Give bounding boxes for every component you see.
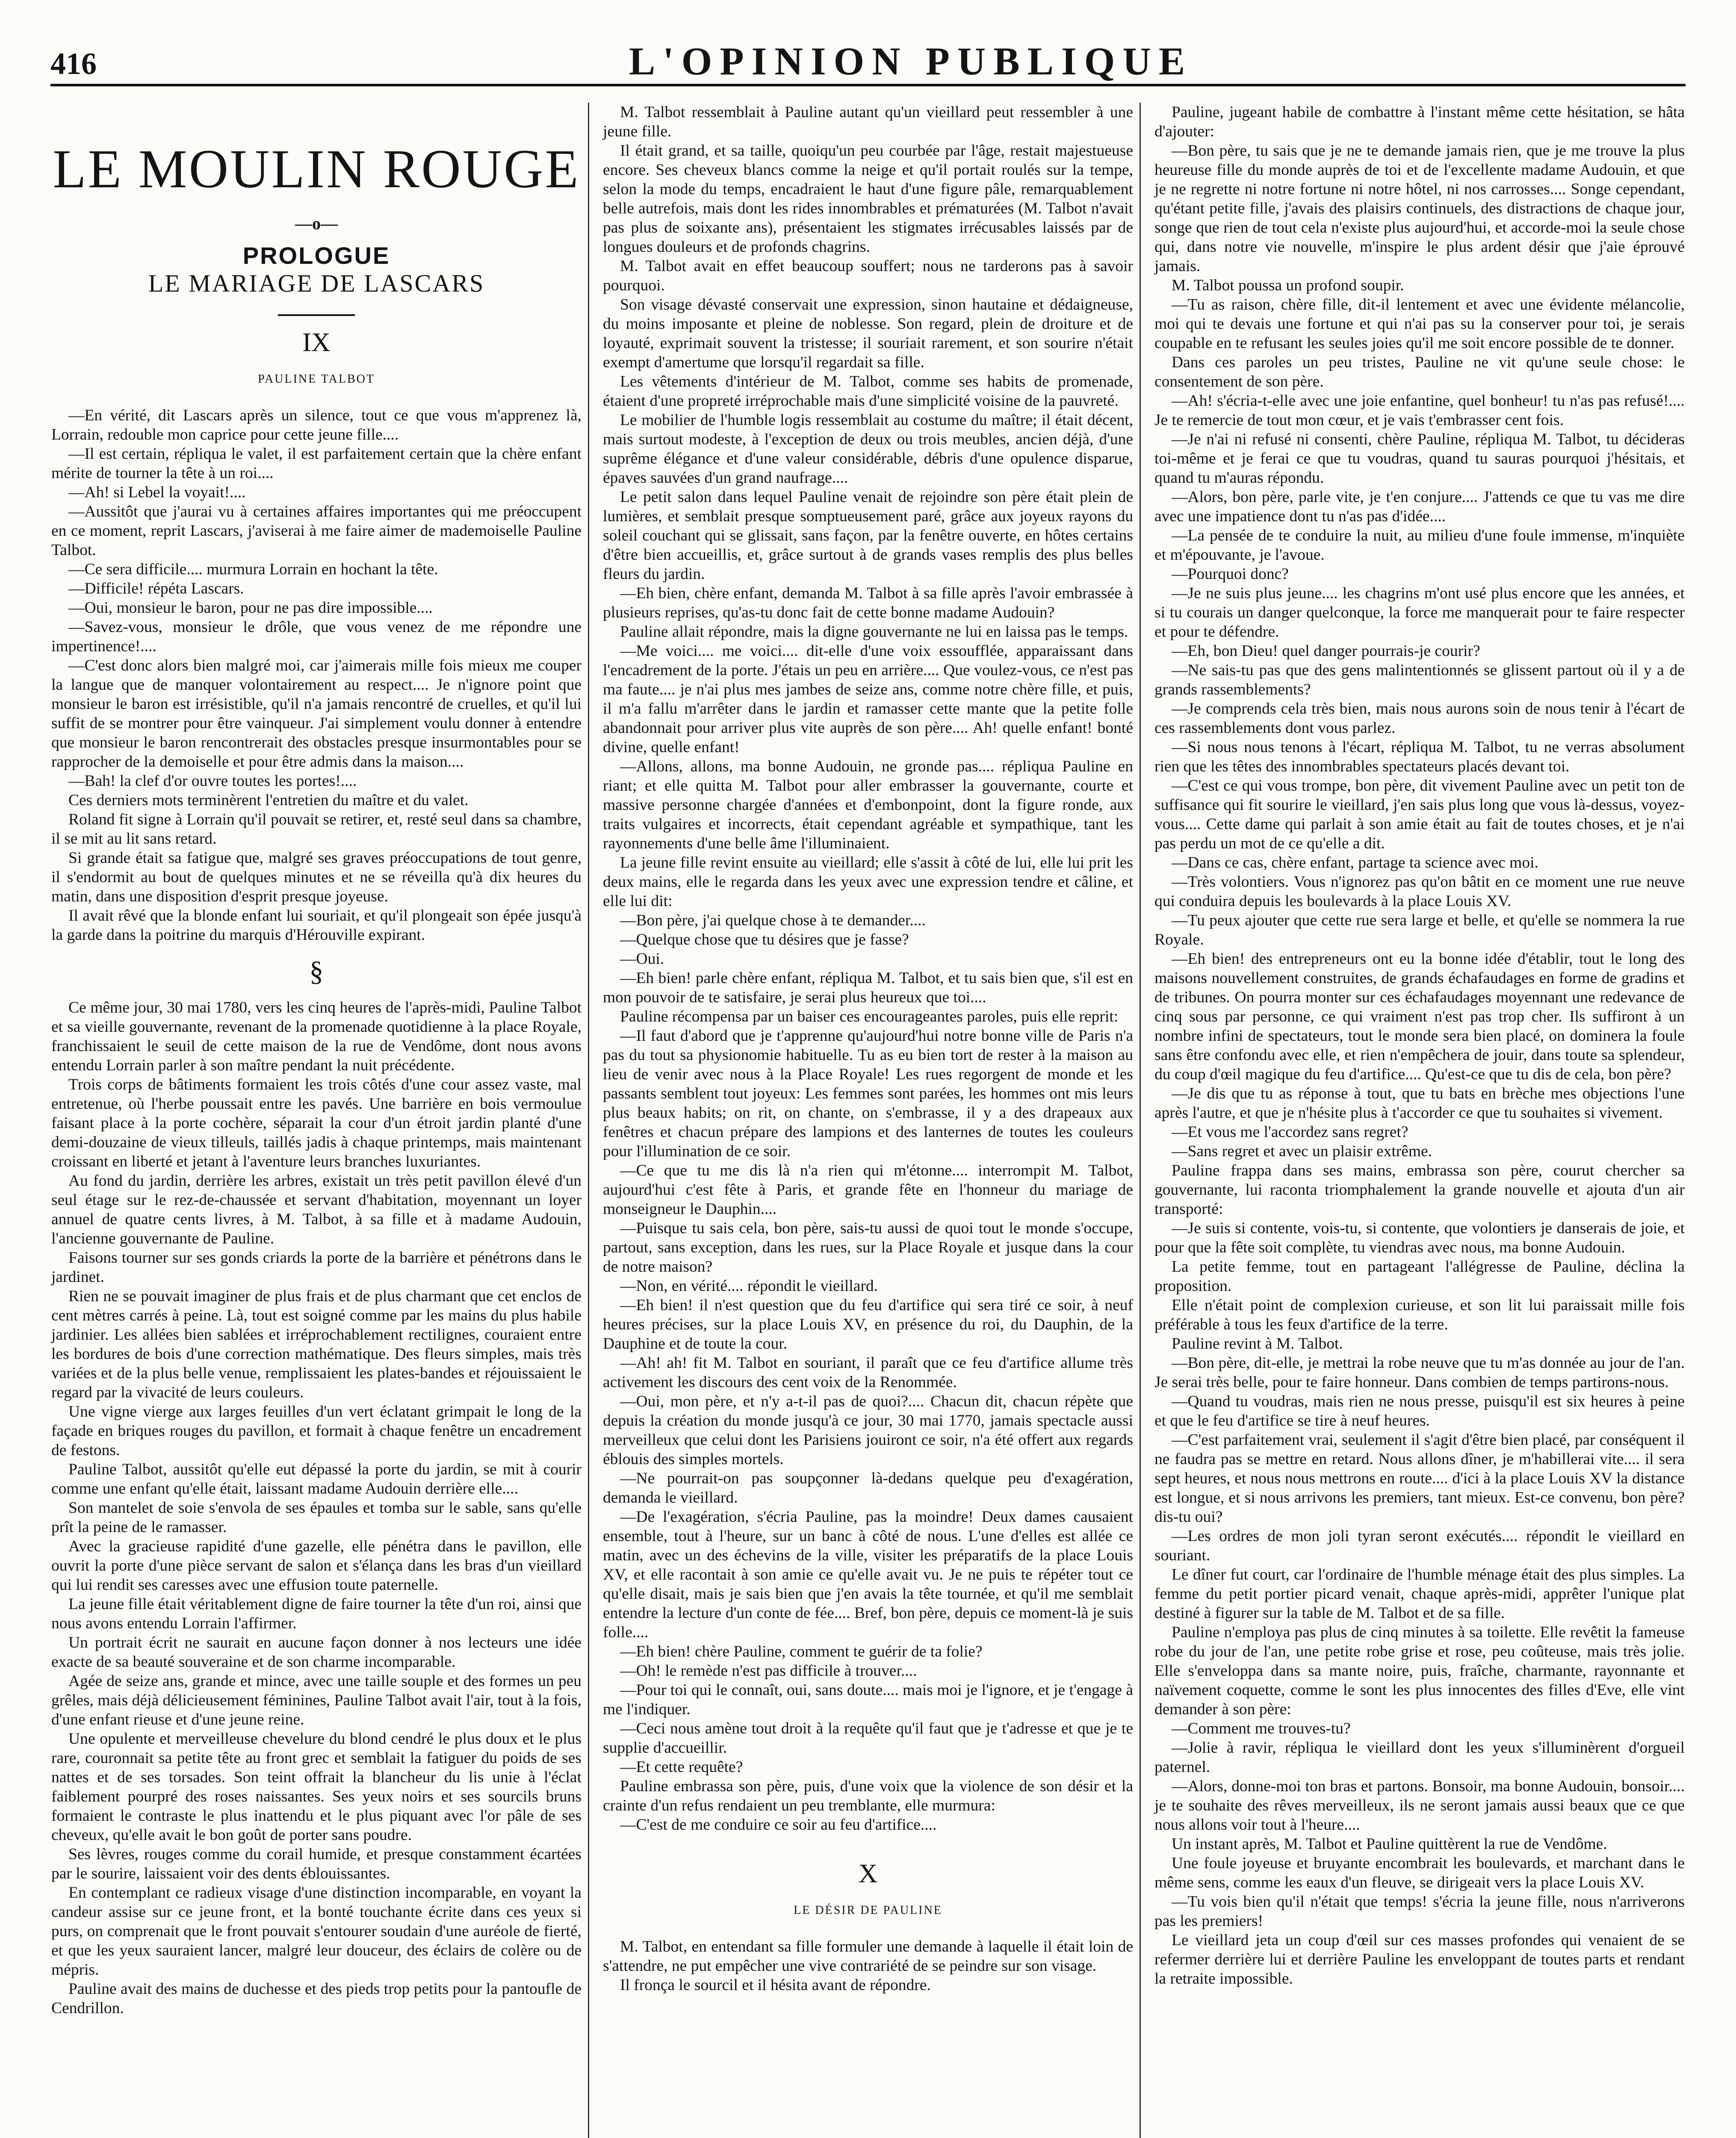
paragraph: —Non, en vérité.... répondit le vieillard. — [620, 1277, 878, 1295]
paragraph: Faisons tourner sur ses gonds criards la porte de la barrière et pénétrons dans le jardinet. — [51, 1249, 582, 1286]
paragraph: M. Talbot avait en effet beaucoup souffert; nous ne tarderons pas à savoir pourquoi. — [603, 257, 1133, 294]
paragraph: —Ne pourrait-on pas soupçonner là-dedans quelque peu d'exagération, demanda le vieillard. — [603, 1470, 1133, 1506]
paragraph: —Ah! s'écria-t-elle avec une joie enfantine, quel bonheur! tu n'as pas refusé!.... Je te remercie de tout mon cœur, et je vais t'embrasser cent fois. — [1154, 392, 1685, 429]
paragraph: Un portrait écrit ne saurait en aucune façon donner à nos lecteurs une idée exacte de sa beauté souveraine et de son charme incomparable. — [51, 1634, 582, 1671]
paragraph: —Pour toi qui le connaît, oui, sans doute.... mais moi je l'ignore, et je t'engage à me l'indiquer. — [603, 1681, 1133, 1718]
paragraph: Ces derniers mots terminèrent l'entretien du maître et du valet. — [68, 791, 469, 809]
paragraph: Roland fit signe à Lorrain qu'il pouvait se retirer, et, resté seul dans sa chambre, il se mit au lit sans retard. — [51, 811, 582, 848]
paragraph: —Ah! si Lebel la voyait!.... — [68, 484, 246, 501]
paragraph: —C'est parfaitement vrai, seulement il s'agit d'être bien placé, par conséquent il ne faudra pas se mettre en retard. Nous allons dîner, je m'habillerai vite.... il sera sept heures, et nous nous mettrons en route.... d'ici à la place Louis XV la distance est longue, et si nous arrivons les premiers, tant mieux. Est-ce convenu, bon père? dis-tu oui? — [1154, 1431, 1685, 1526]
paragraph: —Oui. — [620, 950, 664, 968]
chapter-9-text-continued — [51, 998, 582, 2018]
paragraph: —Tu peux ajouter que cette rue sera large et belle, et qu'elle se nommera la rue Royale. — [1154, 912, 1685, 948]
paragraph: —Oui, monsieur le baron, pour ne pas dire impossible.... — [68, 599, 433, 617]
paragraph: —Il faut d'abord que je t'apprenne qu'aujourd'hui notre bonne ville de Paris n'a pas du tout sa physionomie habituelle. Tu as eu bien tort de rester à la maison au lieu de venir avec nous à la Place Royale! Les rues regorgent de monde et les passants semblent tout joyeux: Les femmes sont parées, les hommes ont mis leurs plus beaux habits; on rit, on chante, on s'embrasse, il y a des drapeaux aux fenêtres et chacun prépare des lampions et des lanternes de toutes les couleurs pour l'illumination de ce soir. — [603, 1027, 1133, 1160]
paragraph: —Il est certain, répliqua le valet, il est parfaitement certain que la chère enfant mérite de tourner la tête à un roi.... — [51, 445, 582, 482]
paragraph: Pauline Talbot, aussitôt qu'elle eut dépassé la porte du jardin, se mit à courir comme une enfant qu'elle était, laissant madame Audouin derrière elle.... — [51, 1461, 582, 1497]
paragraph: —Si nous nous tenons à l'écart, répliqua M. Talbot, tu ne verras absolument rien que les têtes des innombrables spectateurs placés devant toi. — [1154, 738, 1685, 775]
paragraph: —Ceci nous amène tout droit à la requête qu'il faut que je t'adresse et que je te supplie d'accueillir. — [603, 1720, 1133, 1757]
paragraph: Trois corps de bâtiments formaient les trois côtés d'une cour assez vaste, mal entretenue, où l'herbe poussait entre les pavés. Une barrière en bois vermoulue faisant place à la porte cochère, séparait la cour d'un étroit jardin planté d'une demi-douzaine de vieux tilleuls, taillés jadis à chaque printemps, mais maintenant croissant en liberté et jetant à l'aventure leurs branches luxuriantes. — [51, 1076, 582, 1170]
paragraph: —Oui, mon père, et n'y a-t-il pas de quoi?.... Chacun dit, chacun répète que depuis la création du monde jusqu'à ce jour, 30 mai 1770, jamais spectacle aussi merveilleux que celui dont les Parisiens jouiront ce soir, n'a été offert aux regards éblouis des simples mortels. — [603, 1393, 1133, 1468]
paragraph: La jeune fille revint ensuite au vieillard; elle s'assit à côté de lui, elle lui prit les deux mains, elle le regarda dans les yeux avec une expression tendre et câline, et elle lui dit: — [603, 854, 1133, 910]
column-1 — [51, 103, 582, 2018]
paragraph: —Alors, donne-moi ton bras et partons. Bonsoir, ma bonne Audouin, bonsoir.... je te souhaite des rêves merveilleux, ils ne seront jamais aussi beaux que ce que nous allons voir tout à l'heure.... — [1154, 1778, 1685, 1834]
paragraph: —Quelque chose que tu désires que je fasse? — [620, 931, 909, 948]
column-2 — [603, 103, 1133, 1995]
paragraph: Un instant après, M. Talbot et Pauline quittèrent la rue de Vendôme. — [1172, 1835, 1607, 1853]
paragraph: —En vérité, dit Lascars après un silence, tout ce que vous m'apprenez là, Lorrain, redouble mon caprice pour cette jeune fille.... — [51, 407, 582, 443]
chapter-title: LE DÉSIR DE PAULINE — [794, 1904, 942, 1917]
paragraph: Il avait rêvé que la blonde enfant lui souriait, et qu'il plongeait son épée jusqu'à la garde dans la poitrine du marquis d'Hérouville expirant. — [51, 907, 582, 944]
paragraph: —Difficile! répéta Lascars. — [68, 580, 244, 597]
paragraph: —Pourquoi donc? — [1172, 565, 1289, 583]
paragraph: Pauline embrassa son père, puis, d'une voix que la violence de son désir et la crainte d'un refus rendaient un peu tremblante, elle murmura: — [603, 1778, 1133, 1814]
paragraph: Si grande était sa fatigue que, malgré ses graves préoccupations de tout genre, il s'endormit au bout de quelques minutes et ne se réveilla qu'à dix heures du matin, dans une disposition d'esprit presque joyeuse. — [51, 849, 582, 905]
chapter-9-text — [51, 406, 582, 945]
paragraph: Agée de seize ans, grande et mince, avec une taille souple et des formes un peu grêles, mais déjà délicieusement féminines, Pauline Talbot avait l'air, tout à la fois, d'une enfant rieuse et d'une jeune reine. — [51, 1672, 582, 1728]
chapter-number: IX — [302, 328, 331, 357]
paragraph: Une opulente et merveilleuse chevelure du blond cendré le plus doux et le plus rare, couronnait sa petite tête au front grec et semblait la fatiguer du poids de ses nattes et de ses torsades. Son teint offrait la blancheur du lis unie à l'éclat faiblement pourpré des roses naissantes. Ses yeux noirs et ses sourcils bruns formaient le contraste le plus inattendu et le plus piquant avec l'or pâle de ses cheveux, qu'elle avait le bon goût de porter sans poudre. — [51, 1730, 582, 1844]
paragraph: —Puisque tu sais cela, bon père, sais-tu aussi de quoi tout le monde s'occupe, partout, sans exception, dans les rues, sur la Place Royale et jusque dans la cour de notre maison? — [603, 1220, 1133, 1276]
paragraph: —Eh bien! des entrepreneurs ont eu la bonne idée d'établir, tout le long des maisons nouvellement construites, de grands échafaudages en forme de gradins et de tribunes. On pourra monter sur ces échafaudages moyennant une redevance de cinq sous par personne, ce qui vraiment n'est pas trop cher. Ils suffiront à un nombre infini de spectateurs, tout le monde sera bien placé, on dominera la foule sans être confondu avec elle, et rien n'empêchera de jouir, dans toute sa splendeur, du coup d'œil magique du feu d'artifice.... Qu'est-ce que tu dis de cela, bon père? — [1154, 950, 1685, 1083]
paragraph: —Ne sais-tu pas que des gens malintentionnés se glissent partout où il y a de grands rassemblements? — [1154, 661, 1685, 698]
paragraph: —Et vous me l'accordez sans regret? — [1172, 1123, 1408, 1141]
paragraph: —De l'exagération, s'écria Pauline, pas la moindre! Deux dames causaient ensemble, tout à l'heure, sur un banc à côté de nous. L'une d'elles est allée ce matin, avec un des échevins de la ville, visiter les préparatifs de la place Louis XV, et elle racontait à son amie ce qu'elle avait vu. Je ne puis te répéter tout ce qu'elle disait, mais je sais bien que j'en avais la tête tournée, et qu'il me semblait entendre la lecture d'un conte de fée.... Bref, bon père, depuis ce moment-là je suis folle.... — [603, 1508, 1133, 1641]
paragraph: Les vêtements d'intérieur de M. Talbot, comme ses habits de promenade, étaient d'une propreté irréprochable mais d'une simplicité voisine de la pauvreté. — [603, 373, 1133, 410]
paragraph: —Eh bien, chère enfant, demanda M. Talbot à sa fille après l'avoir embrassée à plusieurs reprises, qu'as-tu donc fait de cette bonne madame Audouin? — [603, 585, 1133, 621]
paragraph: —Allons, allons, ma bonne Audouin, ne gronde pas.... répliqua Pauline en riant; et elle quitta M. Talbot pour aller embrasser la gouvernante, courte et massive personne chargée d'années et d'embonpoint, dont la figure ronde, aux traits vulgaires et incorrects, était cependant agréable et sympathique, tant les rayonnements d'une belle âme l'illuminaient. — [603, 758, 1133, 852]
paragraph: Le petit salon dans lequel Pauline venait de rejoindre son père était plein de lumières, et semblait presque somptueusement paré, grâce aux joyeux rayons du soleil couchant qui se glissait, sans façon, par la fenêtre ouverte, en hôtes certains d'être bien accueillis, et, grâce surtout à de grands vases remplis des plus belles fleurs du jardin. — [603, 488, 1133, 583]
paragraph: Une vigne vierge aux larges feuilles d'un vert éclatant grimpait le long de la façade en briques rouges du pavillon, et formait à chaque fenêtre un encadrement de festons. — [51, 1403, 582, 1459]
prologue-heading: PROLOGUE — [242, 242, 390, 269]
paragraph: La petite femme, tout en partageant l'allégresse de Pauline, déclina la proposition. — [1154, 1258, 1685, 1295]
paragraph: M. Talbot, en entendant sa fille formuler une demande à laquelle il était loin de s'attendre, ne put empêcher une vive contrariété de se peindre sur son visage. — [603, 1938, 1133, 1975]
paragraph: —C'est ce qui vous trompe, bon père, dit vivement Pauline avec un petit ton de suffisance qui fit sourire le vieillard, j'en sais plus long que vous là-dessus, voyez-vous.... Cette dame qui parlait à son amie était au fait de toutes choses, et je n'ai pas perdu un mot de ce qu'elle a dit. — [1154, 777, 1685, 852]
paragraph: —Tu as raison, chère fille, dit-il lentement et avec une évidente mélancolie, moi qui te devais une fortune et qui n'ai pas su la conserver pour toi, je serais coupable en te refusant les seules joies qu'il me soit encore possible de te donner. — [1154, 296, 1685, 352]
paragraph: —Me voici.... me voici.... dit-elle d'une voix essoufflée, apparaissant dans l'encadrement de la porte. J'étais un peu en arrière.... Que voulez-vous, ce n'est pas ma faute.... je n'ai plus mes jambes de seize ans, comme notre chère fille, et puis, il m'a fallu m'arrêter dans le jardin et ramasser cette mante que la petite folle abandonnait pour arriver plus vite auprès de son père.... Ah! quelle enfant! bonté divine, quelle enfant! — [603, 642, 1133, 756]
paragraph: —Jolie à ravir, répliqua le vieillard dont les yeux s'illuminèrent d'orgueil paternel. — [1154, 1739, 1685, 1776]
paragraph: —Bon père, tu sais que je ne te demande jamais rien, que je me trouve la plus heureuse fille du monde auprès de toi et de l'excellente madame Audouin, et que je ne regrette ni notre fortune ni notre hôtel, ni nos carrosses.... Songe cependant, qu'étant petite fille, j'avais des plaisirs continuels, des distractions de chaque jour, songe que rien de tout cela n'existe plus aujourd'hui, et accorde-moi la seule chose qui, dans notre vie nouvelle, m'inspire le plus ardent désir que j'aie éprouvé jamais. — [1154, 142, 1685, 275]
story-subtitle: LE MARIAGE DE LASCARS — [148, 269, 485, 297]
column-divider — [588, 103, 589, 2138]
paragraph: —Alors, bon père, parle vite, je t'en conjure.... J'attends ce que tu vas me dire avec une impatience dont tu n'as pas d'idée.... — [1154, 488, 1685, 525]
paragraph: Il fronça le sourcil et il hésita avant de répondre. — [620, 1976, 931, 1994]
paragraph: Pauline n'employa pas plus de cinq minutes à sa toilette. Elle revêtit la fameuse robe du jour de l'an, une petite robe grise et rose, peu coûteuse, mais très jolie. Elle s'enveloppa dans sa mante noire, puis, fraîche, charmante, rayonnante et naïvement coquette, comme le sont les plus innocentes des filles d'Eve, elle vint demander à son père: — [1154, 1624, 1685, 1718]
chapter-number: X — [858, 1859, 878, 1888]
paragraph: —Eh, bon Dieu! quel danger pourrais-je courir? — [1172, 642, 1480, 660]
column-3 — [1154, 103, 1685, 1988]
paragraph: Pauline revint à M. Talbot. — [1172, 1335, 1343, 1352]
paragraph: —Et cette requête? — [620, 1758, 743, 1776]
paragraph: La jeune fille était véritablement digne de faire tourner la tête d'un roi, ainsi que nous avons entendu Lorrain l'affirmer. — [51, 1595, 582, 1632]
paragraph: Une foule joyeuse et bruyante encombrait les boulevards, et marchant dans le même sens, comme les eaux d'un fleuve, se dirigeait vers la place Louis XV. — [1154, 1855, 1685, 1891]
column-3-text — [1154, 103, 1685, 1988]
paragraph: —Sans regret et avec un plaisir extrême. — [1172, 1143, 1432, 1160]
paragraph: Son visage dévasté conservait une expression, sinon hautaine et dédaigneuse, du moins imposante et pleine de noblesse. Son regard, plein de droiture et de loyauté, exprimait souvent la tristesse; il souriait rarement, et son sourire n'était exempt d'amertume que lorsqu'il regardait sa fille. — [603, 296, 1133, 371]
paragraph: —Quand tu voudras, mais rien ne nous presse, puisqu'il est six heures à peine et que le feu d'artifice se tire à neuf heures. — [1154, 1393, 1685, 1429]
paragraph: —Très volontiers. Vous n'ignorez pas qu'on bâtit en ce moment une rue neuve qui conduira depuis les boulevards à la place Louis XV. — [1154, 873, 1685, 910]
paragraph: —Comment me trouves-tu? — [1172, 1720, 1351, 1737]
paragraph: —Oh! le remède n'est pas difficile à trouver.... — [620, 1662, 917, 1680]
paragraph: —Les ordres de mon joli tyran seront exécutés.... répondit le vieillard en souriant. — [1154, 1527, 1685, 1564]
paragraph: Dans ces paroles un peu tristes, Pauline ne vit qu'une seule chose: le consentement de son père. — [1154, 354, 1685, 390]
paragraph: Son mantelet de soie s'envola de ses épaules et tomba sur le sable, sans qu'elle prît la peine de le ramasser. — [51, 1499, 582, 1536]
paragraph: —Je dis que tu as réponse à tout, que tu bats en brèche mes objections l'une après l'autre, et que je n'hésite plus à t'accorder ce que tu souhaites si vivement. — [1154, 1085, 1685, 1122]
paragraph: Pauline allait répondre, mais la digne gouvernante ne lui en laissa pas le temps. — [620, 623, 1128, 641]
paragraph: —Je ne suis plus jeune.... les chagrins m'ont usé plus encore que les années, et si tu courais un danger quelconque, la force me manquerait pour te faire respecter et pour te défendre. — [1154, 585, 1685, 641]
paragraph: Pauline récompensa par un baiser ces encourageantes paroles, puis elle reprit: — [620, 1008, 1119, 1025]
paragraph: Rien ne se pouvait imaginer de plus frais et de plus charmant que cet enclos de cent mètres carrés à peine. Là, tout est soigné comme par les mains du plus habile jardinier. Les allées bien sablées et irréprochablement rectilignes, couraient entre les bordures de bois d'une correction mathématique. Des fleurs simples, mais très variées et de la plus belle venue, remplissaient les plates-bandes et réjouissaient le regard par la vivacité de leurs couleurs. — [51, 1288, 582, 1401]
paragraph: Le mobilier de l'humble logis ressemblait au costume du maître; il était décent, mais surtout modeste, à l'exception de deux ou trois meubles, ancien déjà, d'une suprême élégance et d'une valeur considérable, débris d'une opulence disparue, épaves sauvées d'un grand naufrage.... — [603, 411, 1133, 487]
journal-title: L'OPINION PUBLIQUE — [629, 39, 1193, 83]
paragraph: —Bah! la clef d'or ouvre toutes les portes!.... — [68, 772, 357, 790]
paragraph: Ses lèvres, rouges comme du corail humide, et presque constamment écartées par le sourire, laissaient voir des dents éblouissantes. — [51, 1846, 582, 1882]
paragraph: —Aussitôt que j'aurai vu à certaines affaires importantes qui me préoccupent en ce moment, reprit Lascars, j'aviserai à me faire aimer de mademoiselle Pauline Talbot. — [51, 503, 582, 559]
chapter-title: PAULINE TALBOT — [258, 372, 375, 386]
paragraph: —Tu vois bien qu'il n'était que temps! s'écria la jeune fille, nous n'arriverons pas les premiers! — [1154, 1893, 1685, 1930]
paragraph: Pauline avait des mains de duchesse et des pieds trop petits pour la pantoufle de Cendrillon. — [51, 1980, 582, 2017]
paragraph: Le dîner fut court, car l'ordinaire de l'humble ménage était des plus simples. La femme du petit portier picard venait, chaque après-midi, apprêter l'unique plat destiné à figurer sur la table de M. Talbot et de sa fille. — [1154, 1566, 1685, 1622]
chapter-10-text — [603, 1937, 1133, 1995]
paragraph: Pauline frappa dans ses mains, embrassa son père, courut chercher sa gouvernante, lui raconta triomphalement la grande nouvelle et ajouta d'un air transporté: — [1154, 1162, 1685, 1218]
story-title: LE MOULIN ROUGE — [53, 139, 580, 199]
title-ornament: —o— — [295, 214, 338, 233]
paragraph: —Je n'ai ni refusé ni consenti, chère Pauline, répliqua M. Talbot, tu décideras toi-même et je ferai ce que tu voudras, quand tu sauras pourquoi j'hésitais, et quand tu m'auras répondu. — [1154, 431, 1685, 487]
paragraph: Le vieillard jeta un coup d'œil sur ces masses profondes qui venaient de se refermer derrière lui et derrière Pauline les enveloppant de toutes parts et rendant la retraite impossible. — [1154, 1931, 1685, 1987]
paragraph: Avec la gracieuse rapidité d'une gazelle, elle pénétra dans le pavillon, elle ouvrit la porte d'une pièce servant de salon et s'élança dans les bras d'un vieillard qui lui rendit ses caresses avec une effusion toute paternelle. — [51, 1538, 582, 1594]
column-divider — [1140, 103, 1141, 2138]
paragraph: M. Talbot poussa un profond soupir. — [1172, 277, 1404, 294]
paragraph: Elle n'était point de complexion curieuse, et son lit lui paraissait mille fois préférable à tous les feux d'artifice de la terre. — [1154, 1296, 1685, 1333]
paragraph: —Eh bien! chère Pauline, comment te guérir de ta folie? — [620, 1643, 983, 1660]
page-number: 416 — [50, 47, 97, 81]
paragraph: —Je comprends cela très bien, mais nous aurons soin de nous tenir à l'écart de ces rassemblements dont vous parlez. — [1154, 700, 1685, 737]
paragraph: —Ce que tu me dis là n'a rien qui m'étonne.... interrompit M. Talbot, aujourd'hui c'est fête à Paris, et grande fête en l'honneur du mariage de monseigneur le Dauphin.... — [603, 1162, 1133, 1218]
paragraph: —Ce sera difficile.... murmura Lorrain en hochant la tête. — [68, 561, 438, 578]
paragraph: —C'est de me conduire ce soir au feu d'artifice.... — [620, 1816, 937, 1834]
paragraph: —Eh bien! il n'est question que du feu d'artifice qui sera tiré ce soir, à neuf heures précises, sur la place Louis XV, en présence du roi, du Dauphin, de la Dauphine et de toute la cour. — [603, 1296, 1133, 1352]
header-rule — [50, 84, 1686, 86]
section-mark: § — [309, 956, 324, 987]
paragraph: —C'est donc alors bien malgré moi, car j'aimerais mille fois mieux me couper la langue que de manquer volontairement au respect.... Je n'ignore point que monsieur le baron est irrésistible, qu'il n'a jamais rencontré de cruelles, et qu'il lui suffit de se montrer pour être vainqueur. J'ai simplement voulu donner à entendre que monsieur le baron rencontrerait des obstacles presque insurmontables pour se rapprocher de la demoiselle et pour être admis dans la maison.... — [51, 657, 582, 771]
paragraph: —Ah! ah! fit M. Talbot en souriant, il paraît que ce feu d'artifice allume très activement les discours des cent voix de la Renommée. — [603, 1354, 1133, 1391]
column-2-text — [603, 103, 1133, 1834]
chapter-rule — [278, 314, 355, 316]
paragraph: —La pensée de te conduire la nuit, au milieu d'une foule immense, m'inquiète et m'épouvante, je l'avoue. — [1154, 527, 1685, 564]
paragraph: —Bon père, dit-elle, je mettrai la robe neuve que tu m'as donnée au jour de l'an. Je serai très belle, pour te faire honneur. Dans combien de temps partirons-nous. — [1154, 1354, 1685, 1391]
paragraph: En contemplant ce radieux visage d'une distinction incomparable, en voyant la candeur assise sur ce jeune front, et la bonté touchante écrite dans ces yeux si purs, on comprenait que le front pouvait s'entourer soudain d'une auréole de fierté, et que les yeux sauraient lancer, malgré leur douceur, des éclairs de colère ou de mépris. — [51, 1884, 582, 1979]
paragraph: —Bon père, j'ai quelque chose à te demander.... — [620, 912, 926, 929]
paragraph: —Je suis si contente, vois-tu, si contente, que volontiers je danserais de joie, et pour que la fête soit complète, tu viendras avec nous, ma bonne Audouin. — [1154, 1220, 1685, 1256]
paragraph: Il était grand, et sa taille, quoiqu'un peu courbée par l'âge, restait majestueuse encore. Ses cheveux blancs comme la neige et qu'il portait roulés sur la tempe, selon la mode du temps, encadraient le haut d'une figure pâle, remarquablement belle autrefois, mais dont les rides innombrables et prématurées (M. Talbot n'avait pas plus de soixante ans), présentaient les stigmates irrécusables laissés par de longues douleurs et de profonds chagrins. — [603, 142, 1133, 256]
paragraph: Au fond du jardin, derrière les arbres, existait un très petit pavillon élevé d'un seul étage sur le rez-de-chaussée et servant d'habitation, moyennant un loyer annuel de quatre cents livres, à M. Talbot, à sa fille et à madame Audouin, l'ancienne gouvernante de Pauline. — [51, 1172, 582, 1247]
paragraph: Ce même jour, 30 mai 1780, vers les cinq heures de l'après-midi, Pauline Talbot et sa vieille gouvernante, revenant de la promenade quotidienne à la place Royale, franchissaient le seuil de cette maison de la rue de Vendôme, dont nous avons entendu Lorrain parler à son maître pendant la nuit précédente. — [51, 999, 582, 1074]
paragraph: Pauline, jugeant habile de combattre à l'instant même cette hésitation, se hâta d'ajouter: — [1154, 103, 1685, 140]
paragraph: M. Talbot ressemblait à Pauline autant qu'un vieillard peut ressembler à une jeune fille. — [603, 103, 1133, 140]
paragraph: —Eh bien! parle chère enfant, répliqua M. Talbot, et tu sais bien que, s'il est en mon pouvoir de te satisfaire, je serai plus heureux que toi.... — [603, 969, 1133, 1006]
paragraph: —Dans ce cas, chère enfant, partage ta science avec moi. — [1172, 854, 1538, 871]
paragraph: —Savez-vous, monsieur le drôle, que vous venez de me répondre une impertinence!.... — [51, 618, 582, 655]
